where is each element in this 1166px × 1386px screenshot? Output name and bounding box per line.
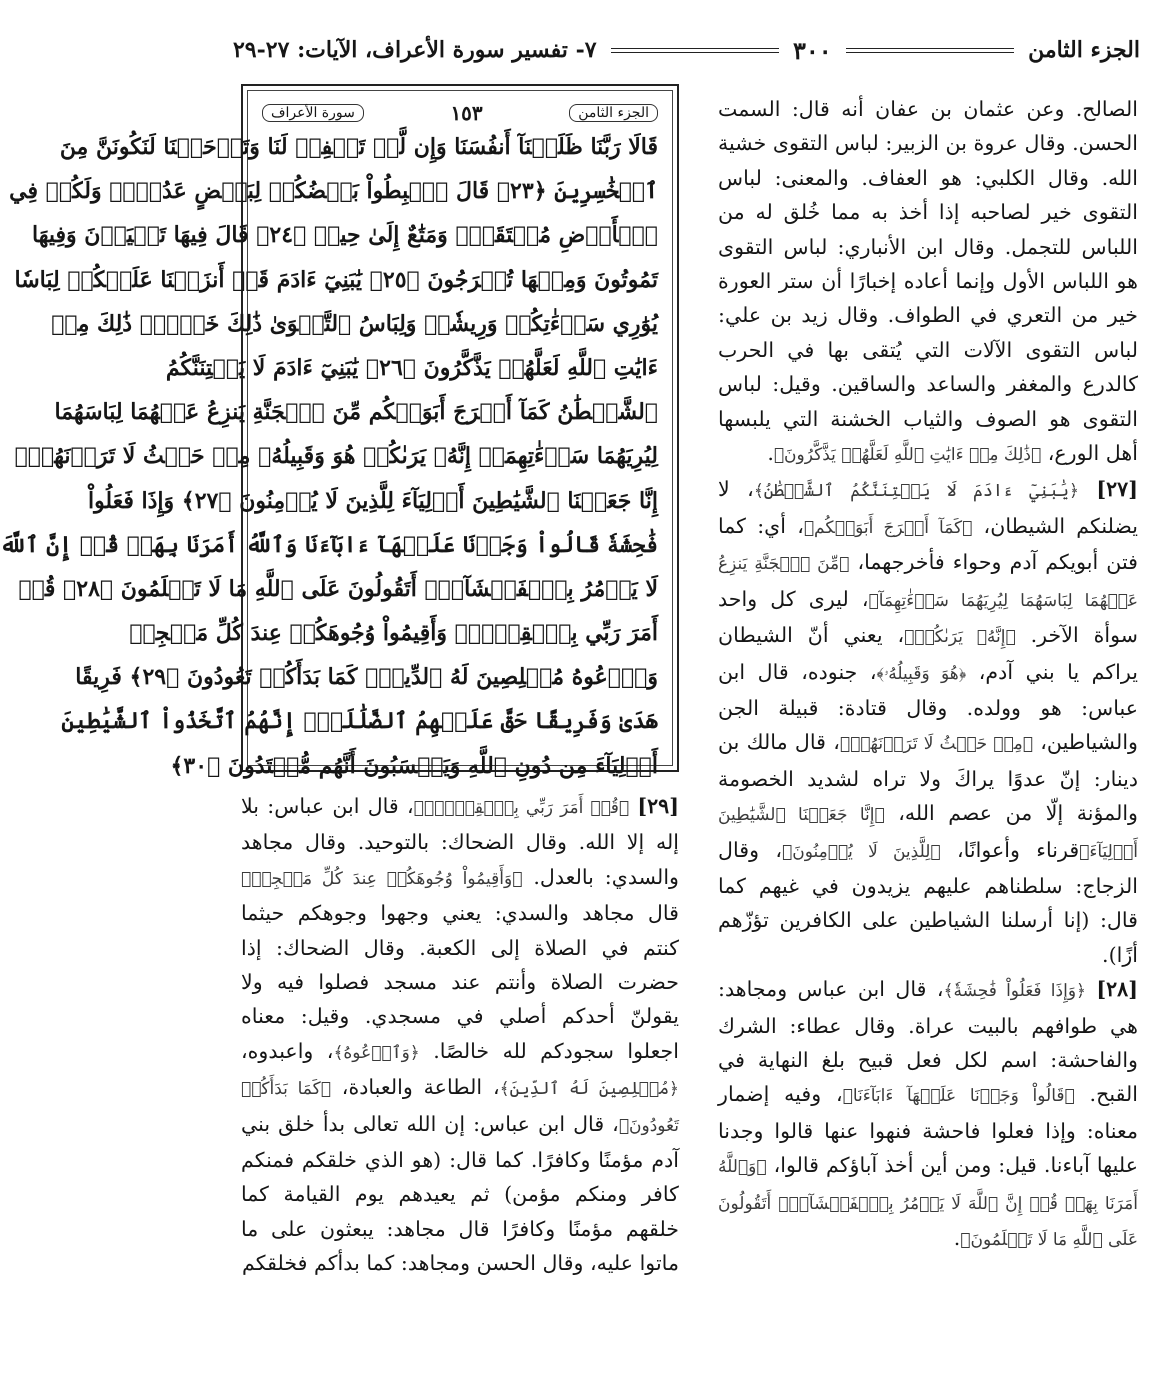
quran-page-inner (0, 90, 673, 779)
page-number: ٣٠٠ (793, 35, 832, 65)
quran-line: فَٰحِشَةٗ قَالُواْ وَجَدۡنَا عَلَيۡهَآ ءَابَآءَنَا وَٱللَّهُ أَمَرَنَا بِهَاۗ قُلۡ إِنَّ ٱللَّهَ (0, 531, 658, 558)
text-span: ، قال ابن عباس: بلا إله إلا الله. وقال الضحاك: بالتوحيد. وقال مجاهد والسدي: بالعدل. (241, 794, 679, 889)
verse-number: [٢٩] (637, 794, 679, 818)
text-span: ، ليرى كل واحد سوأة الآخر. (718, 586, 1139, 648)
quran-line: لَا يَأۡمُرُ بِٱلۡفَحۡشَآءِۖ أَتَقُولُونَ عَلَى ٱللَّهِ مَا لَا تَعۡلَمُونَ ﴿٢٨﴾ قُلۡ (18, 575, 658, 602)
surah-tag: سورة الأعراف (262, 104, 364, 122)
quran-line: تَمُوتُونَ وَمِنۡهَا تُخۡرَجُونَ ﴿٢٥﴾ يَٰبَنِيٓ ءَادَمَ قَدۡ أَنزَلۡنَا عَلَيۡكُمۡ لِبَاسٗا (14, 266, 658, 293)
quran-line: ٱلشَّيۡطَٰنُ كَمَآ أَخۡرَجَ أَبَوَيۡكُم مِّنَ ٱلۡجَنَّةِ يَنزِعُ عَنۡهُمَا لِبَاسَهُمَا (54, 399, 658, 426)
text-span: ، قال ابن عباس ومجاهد: هي طوافهم بالبيت عراة. وقال عطاء: الشرك والفاحشة: اسم لكل فعل قبيح بلغ النهاية في القبح. (718, 977, 1138, 1107)
quran-quote: ﴿كَمَآ أَخۡرَجَ أَبَوَيۡكُم﴾ (803, 517, 973, 538)
header-rule-right (846, 48, 1014, 53)
quran-quote: ﴿مِنۡ حَيۡثُ لَا تَرَوۡنَهُمۡ﴾ (839, 734, 1033, 755)
quran-line: وَٱدۡعُوهُ مُخۡلِصِينَ لَهُ ٱلدِّينَۚ كَمَا بَدَأَكُمۡ تَعُودُونَ ﴿٢٩﴾ فَرِيقًا (75, 664, 658, 691)
text-span: ، واعبدوه، (241, 1038, 334, 1063)
text-span: ، الطاعة والعبادة، (341, 1075, 500, 1100)
commentary-paragraph (718, 92, 1138, 472)
text-span: . (953, 1226, 961, 1250)
quran-quote: ﴿هُوَ وَقَبِيلُهُۥ﴾ (876, 663, 967, 684)
juz-tag: الجزء الثامن (569, 104, 658, 122)
text-span: ، أي: كما فتن أبويكم آدم وحواء فأخرجهما، (718, 513, 1139, 575)
text-span: ، وفيه إضمار معناه: وإذا فعلوا فاحشة فنهوا عنها قالوا وجدنا عليها آباءنا. قيل: ومن أين أخذ آباؤكم قالوا، (718, 1082, 1138, 1178)
quran-quote: ﴿وَإِذَا فَعَلُواْ فَٰحِشَةٗ﴾ (943, 981, 1086, 1002)
quran-quote: ﴿إِنَّا جَعَلۡنَا ٱلشَّيَٰطِينَ أَوۡلِيَآءَ﴾ (718, 805, 1138, 862)
right-text-column (718, 92, 1138, 1257)
quran-line: ٱلۡخَٰسِرِينَ ﴿٢٣﴾ قَالَ ٱهۡبِطُواْ بَعۡضُكُمۡ لِبَعۡضٍ عَدُوّٞۖ وَلَكُمۡ فِي (9, 178, 658, 205)
verse-number: [٢٨] (1096, 977, 1138, 1002)
quran-quote: ﴿قُلۡ أَمَرَ رَبِّي بِٱلۡقِسۡطِۖ﴾ (413, 798, 630, 818)
quran-quote: ﴿إِنَّهُۥ يَرَىٰكُمۡ﴾ (904, 627, 1016, 648)
chapter-title: ٧- تفسير سورة الأعراف، الآيات: ٢٧-٢٩ (232, 37, 597, 63)
verse-29-commentary (241, 789, 679, 1281)
quran-line: أَمَرَ رَبِّي بِٱلۡقِسۡطِۖ وَأَقِيمُواْ وُجُوهَكُمۡ عِندَ كُلِّ مَسۡجِدٖ (129, 620, 658, 647)
quran-quote: ﴿لِلَّذِينَ لَا يُؤۡمِنُونَ﴾ (782, 841, 941, 862)
text-span: ، جنوده، قال ابن عباس: هو وولده. وقال قتادة: قبيلة الجن والشياطين، (718, 659, 1138, 755)
quran-line: ءَايَٰتِ ٱللَّهِ لَعَلَّهُمۡ يَذَّكَّرُونَ ﴿٢٦﴾ يَٰبَنِيٓ ءَادَمَ لَا يَفۡتِنَنَّكُمُ (165, 354, 658, 381)
quran-quote: ﴿مُخۡلِصِينَ لَهُ ٱلدِّينَ﴾ (499, 1079, 679, 1100)
text-span: ، لا يضلنكم الشيطان، (718, 477, 1138, 538)
quran-page-frame (0, 84, 679, 779)
quran-quote: ﴿يَٰبَنِيٓ ءَادَمَ لَا يَفۡتِنَنَّكُمُ ٱلشَّيۡطَٰنُ﴾ (753, 481, 1079, 502)
quran-line: قَالَا رَبَّنَا ظَلَمۡنَآ أَنفُسَنَا وَإِن لَّمۡ تَغۡفِرۡ لَنَا وَتَرۡحَمۡنَا لَنَكُونَنَّ مِنَ (59, 134, 658, 160)
verse-28-commentary (718, 972, 1138, 1257)
quran-line: إِنَّا جَعَلۡنَا ٱلشَّيَٰطِينَ أَوۡلِيَآءَ لِلَّذِينَ لَا يُؤۡمِنُونَ ﴿٢٧﴾ وَإِذَا فَعَلُواْ (87, 487, 658, 514)
page-header (233, 30, 1140, 70)
text-span: ، قال ابن عباس: إن الله تعالى بدأ خلق بني آدم مؤمنًا وكافرًا. كما قال: (هو الذي خلقكم فمنكم كافر ومنكم مؤمن) ثم يعيدهم يوم القيامة كما خلقهم مؤمنًا وكافرًا قال مجاهد: يبعثون على ما ماتوا عليه، وقال الحسن ومجاهد: كما بدأكم فخلقكم (241, 1111, 679, 1276)
quran-line: ٱلۡأَرۡضِ مُسۡتَقَرّٞ وَمَتَٰعٌ إِلَىٰ حِينٖ ﴿٢٤﴾ قَالَ فِيهَا تَحۡيَوۡنَ وَفِيهَا (32, 222, 658, 249)
quran-quote: ﴿كَمَا بَدَأَكُمۡ تَعُودُونَ﴾ (241, 1079, 679, 1136)
text-span: ، وقال الزجاج: سلطناهم عليهم يزيدون في غيهم كما قال: (إنا أرسلنا الشياطين على الكافرين تؤزّهم أزًا). (718, 837, 1138, 967)
text-span: . (767, 441, 774, 466)
text-span: الصالح. وعن عثمان بن عفان أنه قال: السمت الحسن. وقال عروة بن الزبير: لباس التقوى خشية الله. وقال الكلبي: هو العفاف. والمعنى: لباس التقوى خير لصاحبه إذا أخذ به مما خُلق له من اللباس للتجمل. وقال ابن الأنباري: لباس التقوى هو اللباس الأول وإنما أعاده إخبارًا أن ستر العورة خير من التعري في الطواف. وقال زيد بن علي: لباس التقوى الآلات التي يُتقى بها في الحرب كالدرع والمغفر والساعد والساقين. وقيل: لباس التقوى هو الصوف والثياب الخشنة التي يلبسها أهل الورع، (718, 97, 1138, 466)
verse-27-commentary (718, 472, 1138, 972)
quran-page-header (262, 101, 658, 125)
quran-quote: ﴿ذَٰلِكَ مِنۡ ءَايَٰتِ ٱللَّهِ لَعَلَّهُمۡ يَذَّكَّرُونَ﴾ (773, 445, 1042, 466)
mushaf-page-number: ١٥٣ (450, 101, 483, 125)
text-span: ، يعني أنّ الشيطان يراكم يا بني آدم، (718, 623, 1138, 684)
text-span: قرناء وأعوانًا، (956, 837, 1080, 862)
left-text-column (241, 789, 679, 1281)
quran-quote: ﴿وَٱدۡعُوهُ﴾ (333, 1042, 420, 1063)
verse-number: [٢٧] (1096, 477, 1138, 502)
quran-line: لِيُرِيَهُمَا سَوۡءَٰتِهِمَآۚ إِنَّهُۥ يَرَىٰكُمۡ هُوَ وَقَبِيلُهُۥ مِنۡ حَيۡثُ لَا تَرَوۡنَهُمۡۗ (14, 443, 658, 470)
header-rule-left (611, 48, 779, 53)
quran-line: هَدَىٰ وَفَرِيقًا حَقَّ عَلَيۡهِمُ ٱلضَّلَٰلَةُۚ إِنَّهُمُ ٱتَّخَذُواْ ٱلشَّيَٰطِينَ (61, 708, 658, 735)
text-span: قال مجاهد والسدي: يعني وجهوا وجوهكم حيثما كنتم في الصلاة إلى الكعبة. وقال الضحاك: إذا حضرت الصلاة وأنتم عند مسجد فصلوا فيه ولا يقولنّ أحدكم أصلي في مسجدي. وقيل: معناه اجعلوا سجودكم لله خالصًا. (241, 901, 680, 1063)
quran-quote: ﴿قَالُواْ وَجَدۡنَا عَلَيۡهَآ ءَابَآءَنَا﴾ (842, 1086, 1075, 1107)
quran-line: أَوۡلِيَآءَ مِن دُونِ ٱللَّهِ وَيَحۡسَبُونَ أَنَّهُم مُّهۡتَدُونَ ﴿٣٠﴾ (170, 752, 658, 779)
quran-line: يُوَٰرِي سَوۡءَٰتِكُمۡ وَرِيشٗاۖ وَلِبَاسُ ٱلتَّقۡوَىٰ ذَٰلِكَ خَيۡرٞۚ ذَٰلِكَ مِنۡ (51, 310, 658, 337)
quran-quote: ﴿وَٱللَّهُ أَمَرَنَا بِهَاۗ قُلۡ إِنَّ ٱللَّهَ لَا يَأۡمُرُ بِٱلۡفَحۡشَآءِۖ أَتَقُولُونَ عَلَى ٱللَّهِ مَا لَا تَعۡلَمُونَ﴾ (718, 1157, 1138, 1250)
quran-quote: ﴿مِّنَ ٱلۡجَنَّةِ يَنزِعُ عَنۡهُمَا لِبَاسَهُمَا لِيُرِيَهُمَا سَوۡءَٰتِهِمَآ﴾ (718, 554, 1138, 611)
quran-quote: ﴿وَأَقِيمُواْ وُجُوهَكُمۡ عِندَ كُلِّ مَسۡجِدٖ﴾ (241, 868, 523, 889)
volume-label: الجزء الثامن (1028, 37, 1140, 63)
text-span: ، قال مالك بن دينار: إنّ عدوًا يراكَ ولا تراه لشديد الخصومة والمؤنة إلّا من عصم الله، (718, 730, 1139, 826)
